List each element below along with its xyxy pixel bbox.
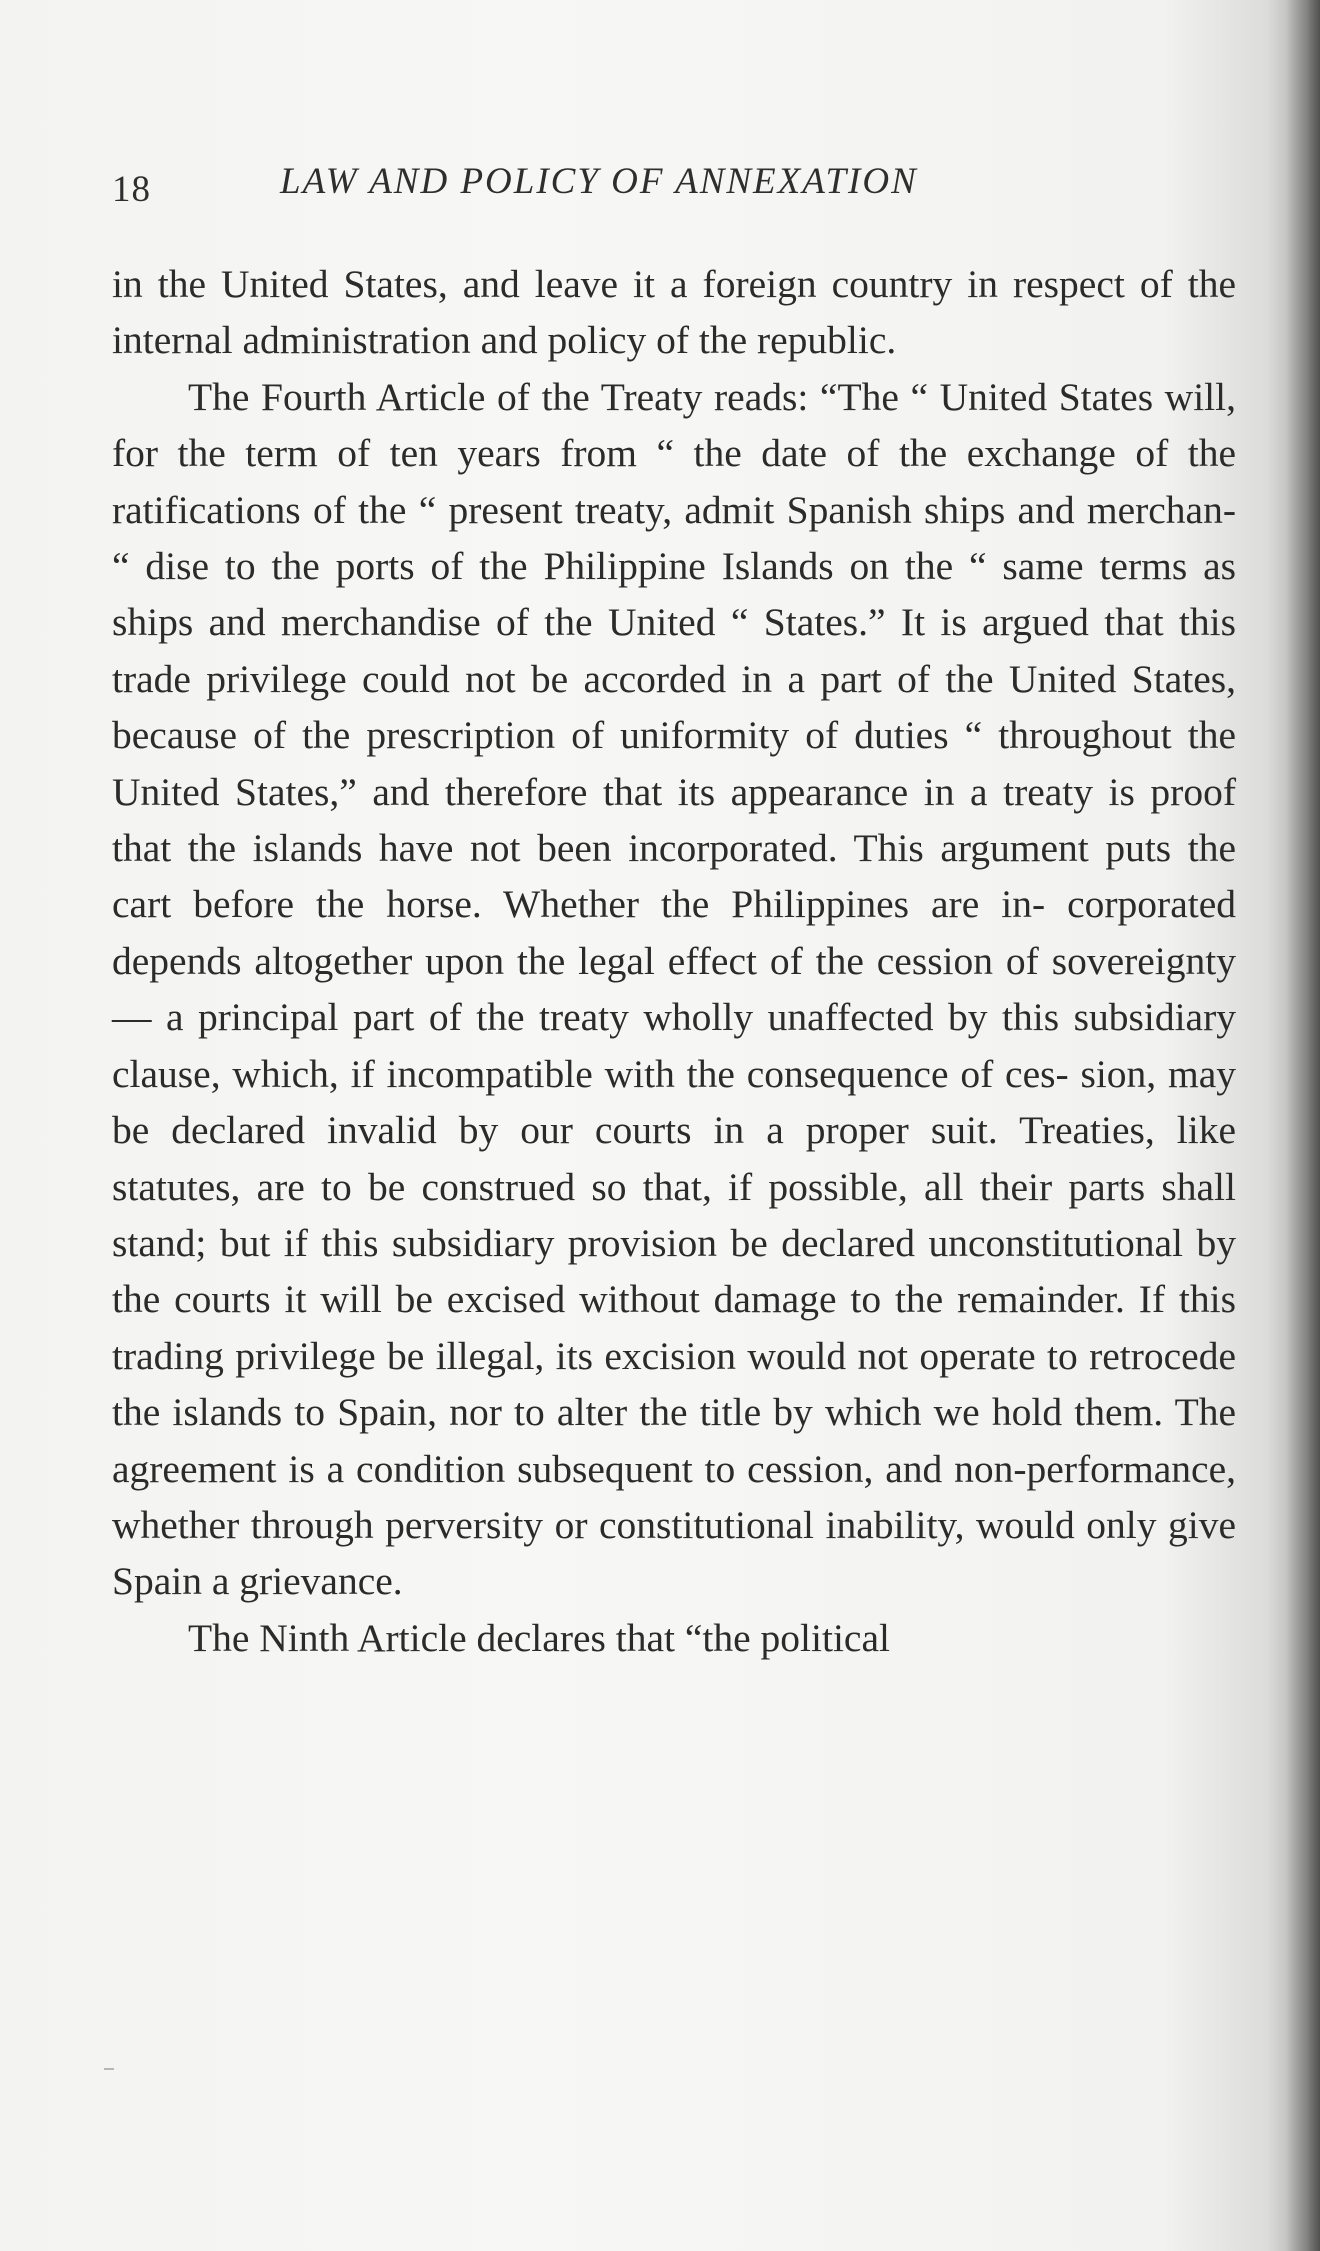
body-text bbox=[112, 256, 1236, 1666]
running-title: LAW AND POLICY OF ANNEXATION bbox=[280, 161, 918, 202]
paragraph-continuation: in the United States, and leave it a foreign country in respect of the internal administration and policy of the republic. bbox=[112, 262, 1236, 363]
paragraph-ninth-article: The Ninth Article declares that “the political bbox=[188, 1615, 890, 1660]
paragraph-fourth-article: The Fourth Article of the Treaty reads: “The “ United States will, for the term of ten years from “ the date of the exchange of the ratifications of the “ present treaty, admit Spanish ships and merchan- “ dise to the ports of the Philippine Islands on the “ same terms as ships and merchandise of the United “ States.” It is argued that this trade privilege could not be accorded in a part of the United States, because of the prescription of uniformity of duties “ throughout the United States,” and therefore that its appearance in a treaty is proof that the islands have not been incorporated. This argument puts the cart before the horse. Whether the Philippines are in- corporated depends altogether upon the legal effect of the cession of sovereignty — a principal part of the treaty wholly unaffected by this subsidiary clause, which, if incompatible with the consequence of ces- sion, may be declared invalid by our courts in a proper suit. Treaties, like statutes, are to be construed so that, if possible, all their parts shall stand; but if this subsidiary provision be declared unconstitutional by the courts it will be excised without damage to the remainder. If this trading privilege be illegal, its excision would not operate to retrocede the islands to Spain, nor to alter the title by which we hold them. The agreement is a condition subsequent to cession, and non-performance, whether through perversity or constitutional inability, would only give Spain a grievance. bbox=[112, 374, 1236, 1604]
page-edge-shadow bbox=[1286, 0, 1320, 2251]
page-number: 18 bbox=[112, 169, 151, 210]
ink-mark bbox=[104, 2068, 114, 2070]
running-head bbox=[112, 160, 1242, 220]
